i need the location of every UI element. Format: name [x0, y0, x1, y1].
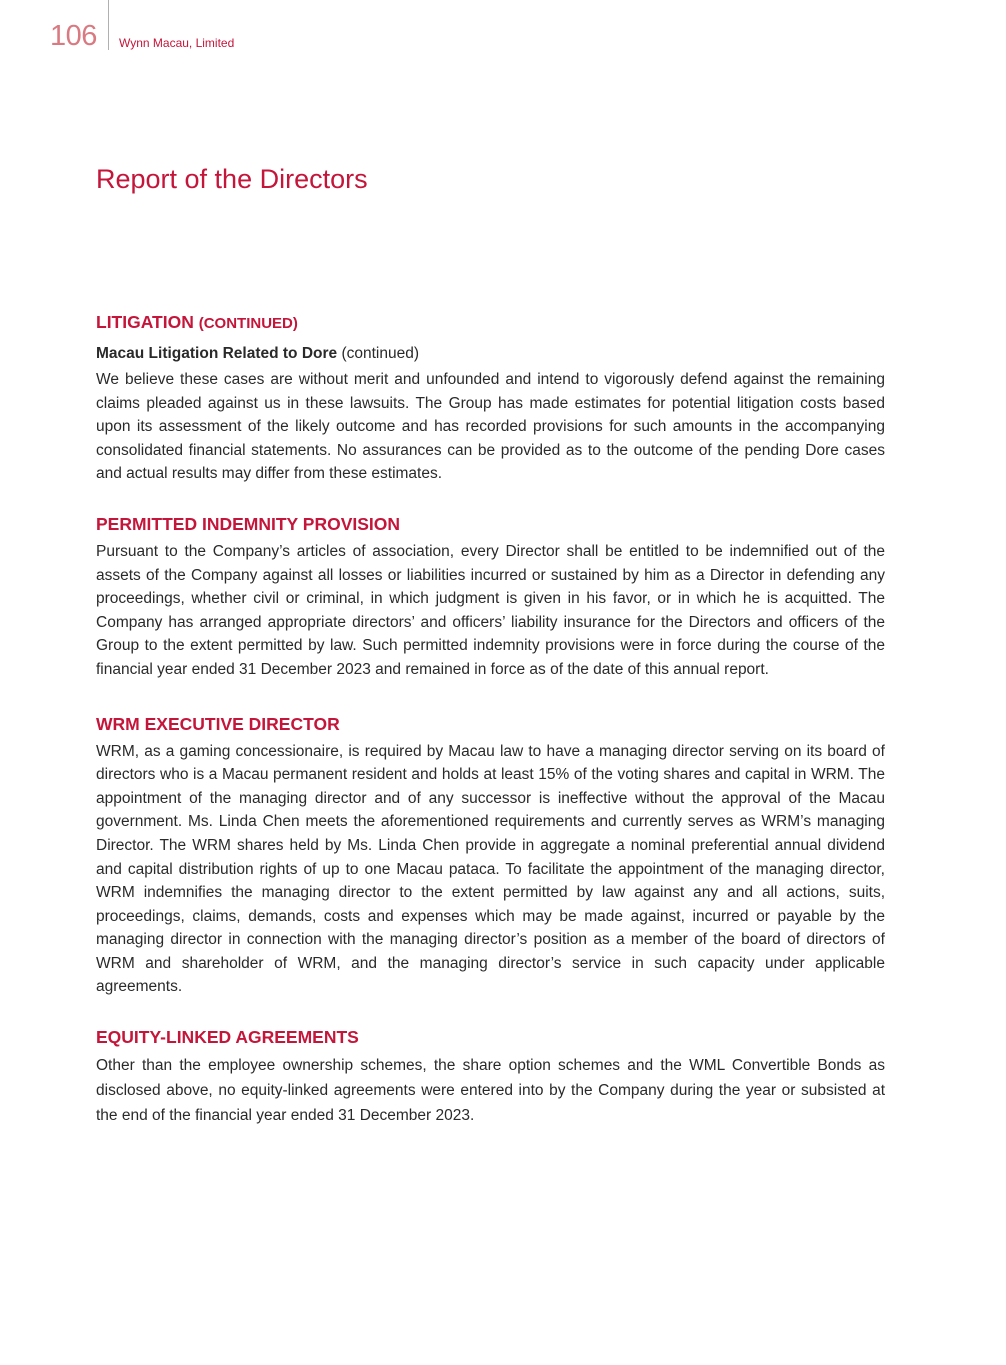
section-wrm-executive-director: [96, 712, 885, 1000]
section-litigation: [96, 310, 885, 486]
section-paragraph: We believe these cases are without merit and unfounded and intend to vigorously defend against the remaining claims pleaded against us in these lawsuits. The Group has made estimates for potential litigation costs based upon its assessment of the likely outcome and has recorded provisions for such amounts in the accompanying consolidated financial statements. No assurances can be provided as to the outcome of the pending Dore cases and actual results may differ from these estimates.: [96, 371, 885, 483]
subheading-bold: Macau Litigation Related to Dore: [96, 345, 338, 362]
section-heading: EQUITY-LINKED AGREEMENTS: [96, 1027, 359, 1048]
page-number: 106: [50, 20, 97, 52]
company-name: Wynn Macau, Limited: [119, 36, 235, 50]
report-body: [96, 310, 885, 1128]
section-heading: [96, 310, 885, 336]
subheading-suffix: (continued): [341, 345, 419, 362]
header-divider: [108, 0, 109, 50]
section-permitted-indemnity: [96, 512, 885, 682]
section-heading: PERMITTED INDEMNITY PROVISION: [96, 513, 401, 534]
section-paragraph: Other than the employee ownership schemes, the share option schemes and the WML Convertible Bonds as disclosed above, no equity-linked agreements were entered into by the Company during the year or subsisted at the end of the financial year ended 31 December 2023.: [96, 1057, 885, 1125]
section-heading-suffix: (CONTINUED): [198, 315, 298, 332]
section-paragraph: WRM, as a gaming concessionaire, is required by Macau law to have a managing director serving on its board of directors who is a Macau permanent resident and holds at least 15% of the voting shares and capital in WRM. The appointment of the managing director and of any successor is ineffective without the approval of the Macau government. Ms. Linda Chen meets the aforementioned requirements and currently serves as WRM’s managing Director. The WRM shares held by Ms. Linda Chen provide in aggregate a nominal preferential annual dividend and capital distribution rights of up to one Macau pataca. To facilitate the appointment of the managing director, WRM indemnifies the managing director to the extent permitted by law against any and all actions, suits, proceedings, claims, demands, costs and expenses which may be made against, incurred or payable by the managing director in connection with the managing director’s position as a member of the board of directors of WRM and shareholder of WRM, and the managing director’s service in such capacity under applicable agreements.: [96, 742, 885, 996]
section-heading-text: LITIGATION: [96, 312, 194, 332]
section-equity-linked-agreements: [96, 1025, 885, 1128]
subheading: [96, 343, 885, 365]
section-heading: WRM EXECUTIVE DIRECTOR: [96, 713, 340, 734]
section-paragraph: Pursuant to the Company’s articles of association, every Director shall be entitled to be indemnified out of the assets of the Company against all losses or liabilities incurred or sustained by him as a Director in defending any proceedings, whether civil or criminal, in which judgment is given in his favor, or in which he is acquitted. The Company has arranged appropriate directors’ and officers’ liability insurance for the Directors and officers of the Group to the extent permitted by law. Such permitted indemnity provisions were in force during the course of the financial year ended 31 December 2023 and remained in force as of the date of this annual report.: [96, 542, 885, 678]
page-title: Report of the Directors: [96, 164, 368, 194]
